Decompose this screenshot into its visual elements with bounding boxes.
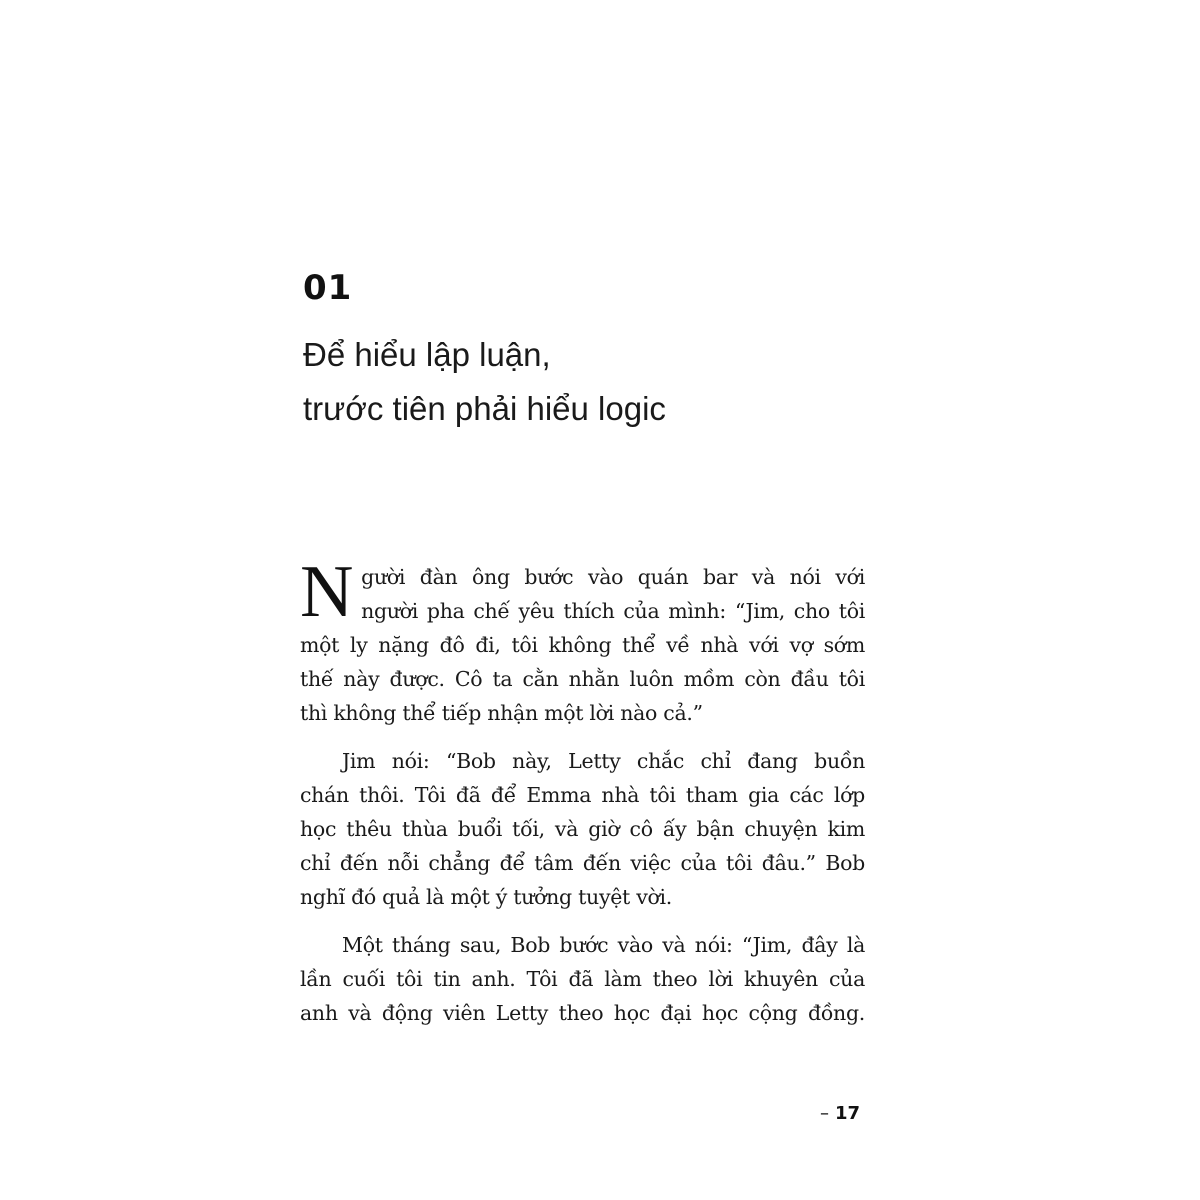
text-line: thế này được. Cô ta cằn nhằn luôn mồm còn đầu tôi — [300, 667, 865, 691]
text-line: học thêu thùa buổi tối, và giờ cô ấy bận chuyện kim — [300, 817, 865, 841]
text-line: Một tháng sau, Bob bước vào và nói: “Jim, đây là — [342, 933, 865, 957]
paragraph-3 — [300, 928, 865, 1030]
page-number-dash: – — [820, 1103, 829, 1124]
chapter-number: 01 — [303, 268, 353, 308]
drop-cap: N — [300, 551, 354, 633]
text-line: anh và động viên Letty theo học đại học cộng đồng. — [300, 1001, 865, 1025]
chapter-title — [303, 328, 903, 436]
chapter-title-line: Để hiểu lập luận, — [303, 336, 551, 373]
text-line: người pha chế yêu thích của mình: “Jim, cho tôi — [361, 599, 865, 623]
text-line: chán thôi. Tôi đã để Emma nhà tôi tham gia các lớp — [300, 783, 865, 807]
text-line: chỉ đến nỗi chẳng để tâm đến việc của tôi đâu.” Bob — [300, 851, 865, 875]
page-number — [820, 1103, 860, 1124]
paragraph-2 — [300, 744, 865, 914]
body-text — [300, 551, 865, 1044]
text-line: Jim nói: “Bob này, Letty chắc chỉ đang buồn — [342, 749, 865, 773]
text-line: lần cuối tôi tin anh. Tôi đã làm theo lời khuyên của — [300, 967, 865, 991]
text-line: thì không thể tiếp nhận một lời nào cả.” — [300, 701, 703, 725]
text-line: gười đàn ông bước vào quán bar và nói với — [361, 565, 865, 589]
text-line: nghĩ đó quả là một ý tưởng tuyệt vời. — [300, 885, 673, 909]
text-line: một ly nặng đô đi, tôi không thể về nhà với vợ sớm — [300, 633, 865, 657]
chapter-title-line: trước tiên phải hiểu logic — [303, 390, 666, 427]
page-number-value: 17 — [835, 1103, 861, 1124]
paragraph-1 — [300, 551, 865, 730]
